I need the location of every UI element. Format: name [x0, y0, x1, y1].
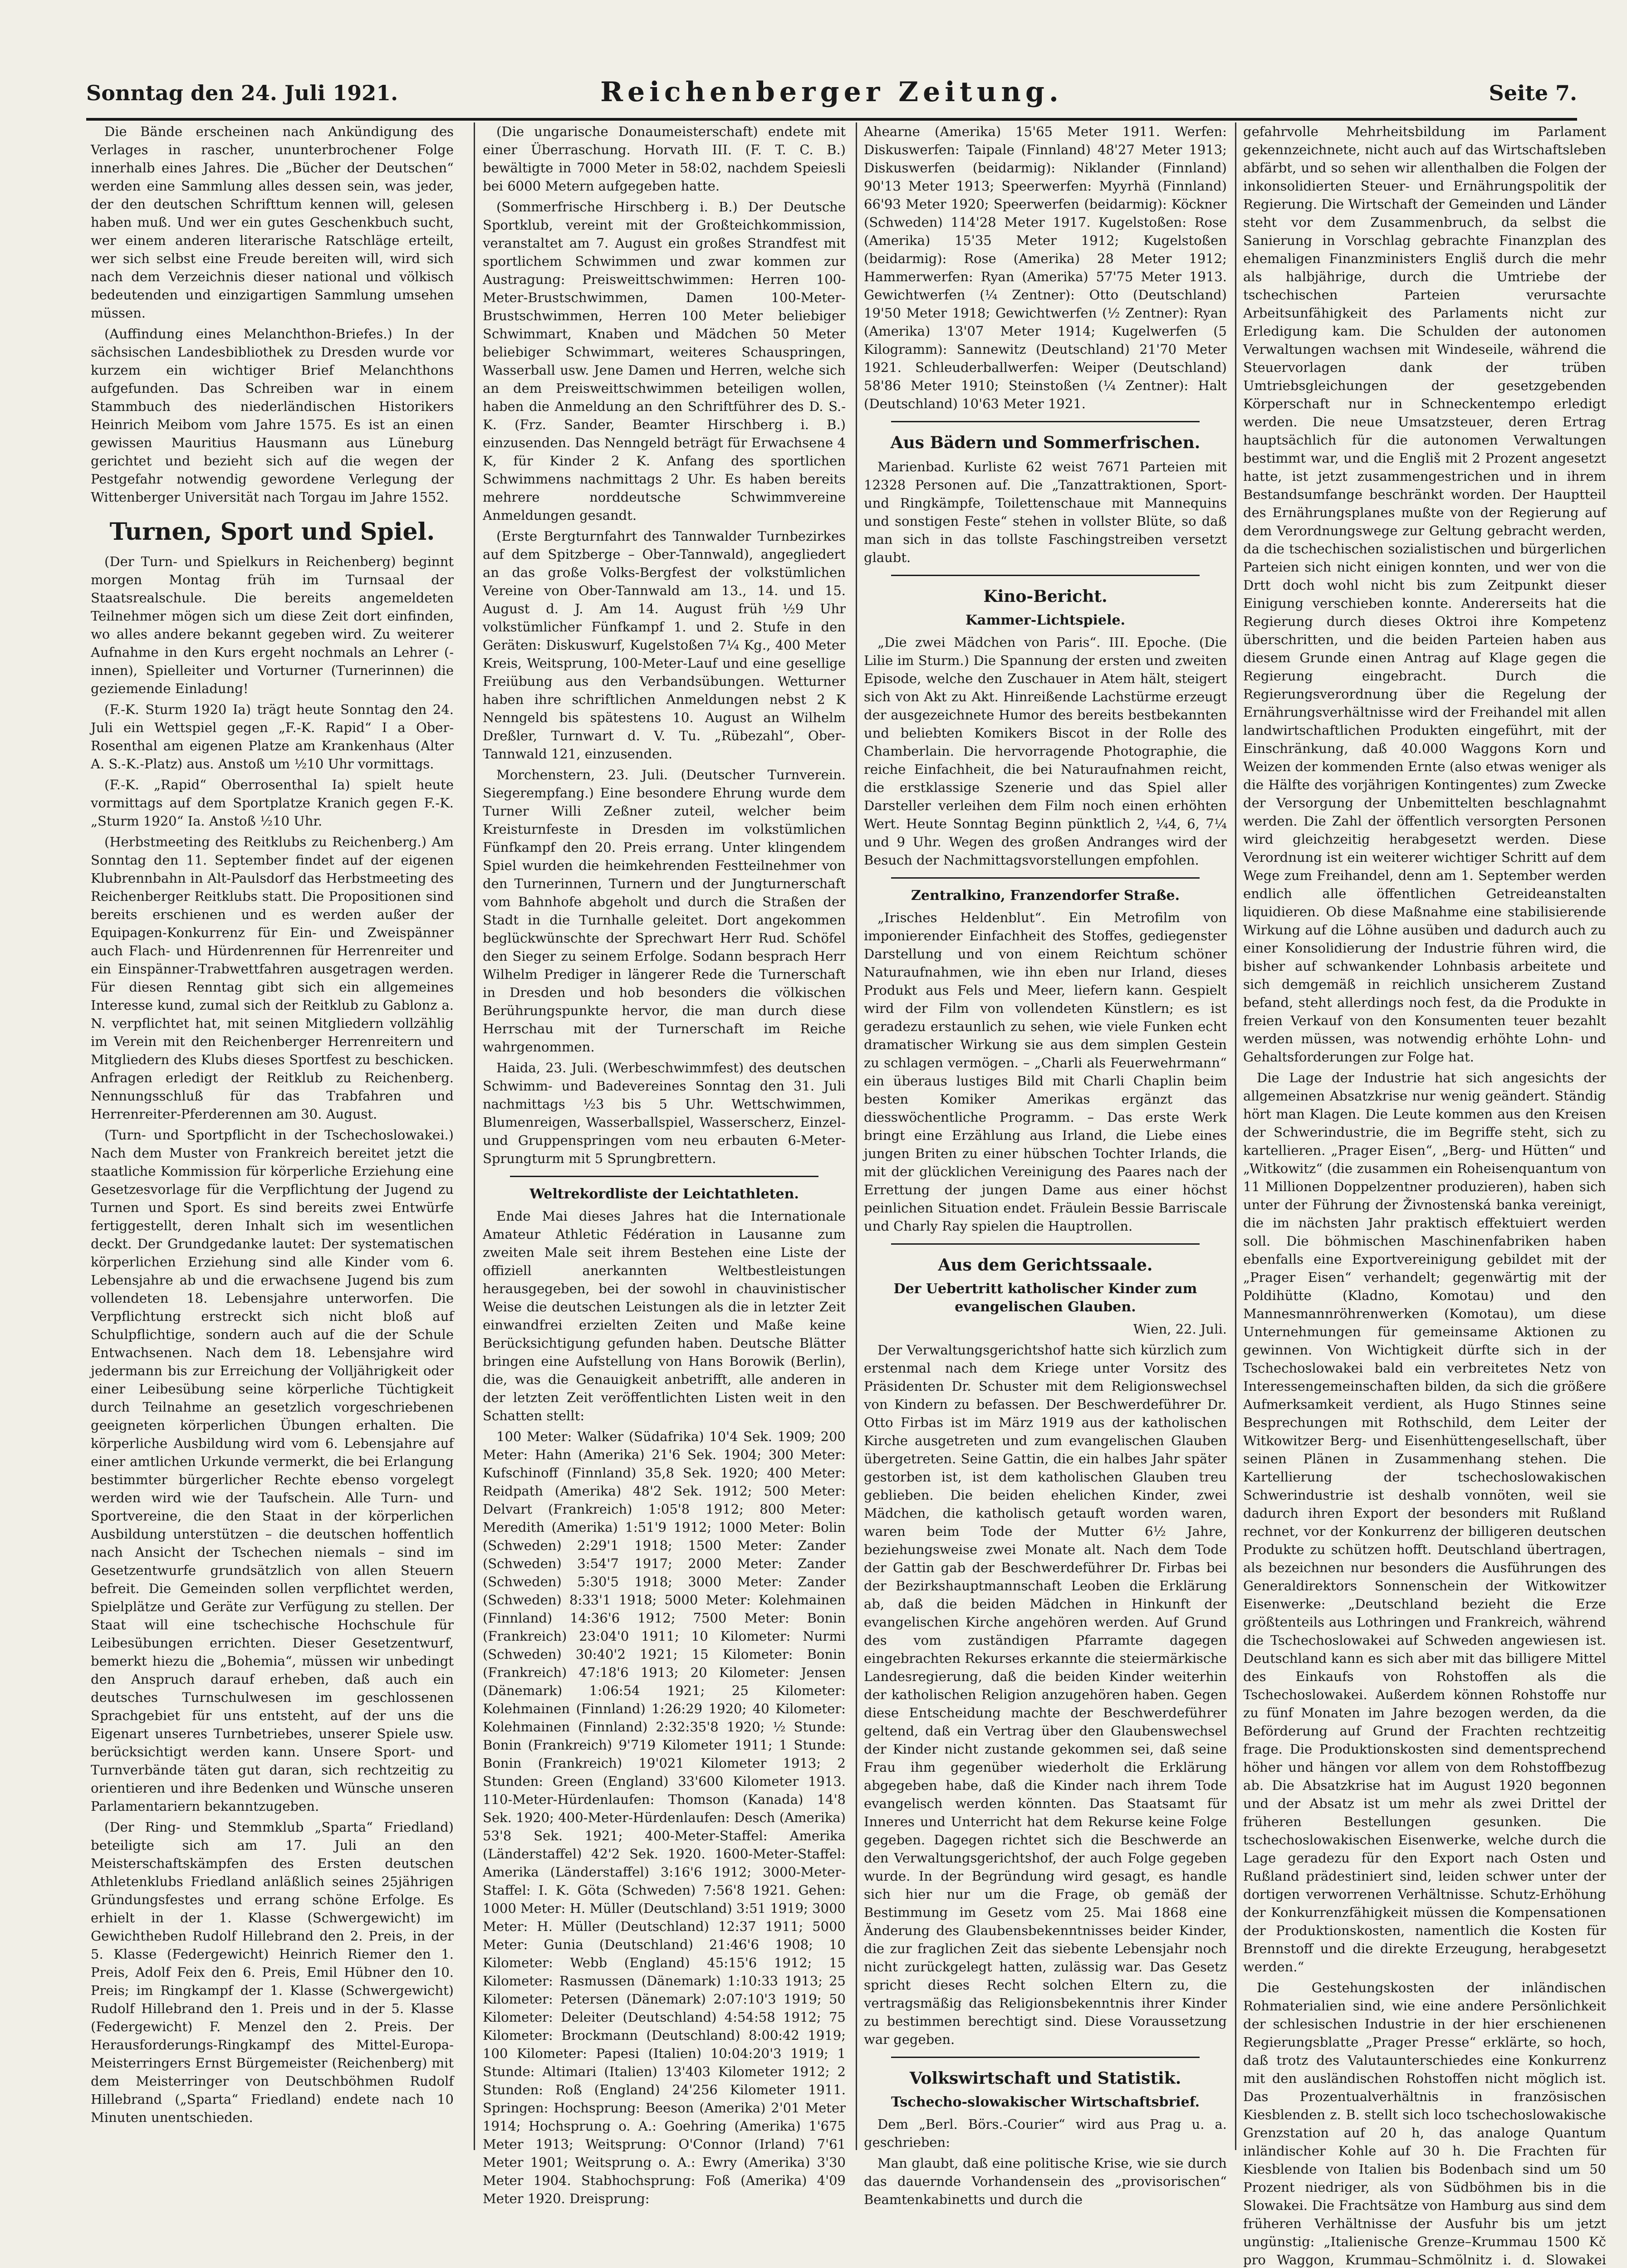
separator-rule: [891, 1243, 1200, 1245]
issue-date: Sonntag den 24. Juli 1921.: [86, 81, 398, 105]
article-text: Ende Mai dieses Jahres hat die Internationale Amateur Athletic Fédération in Lausanne zum zweiten Male seit ihrem Bestehen eine Liste der offiziell anerkannten Weltbestleistungen herausgegeben, bei der sowohl in chauvinistischer Weise die deutschen Leistungen als die in letzter Zeit einwandfrei erzielten Zeiten und Maße keine Berücksichtigung gefunden haben. Deutsche Blätter bringen eine Aufstellung von Hans Borowik (Berlin), die, was die Genauigkeit anbetrifft, alle anderen in der letzten Zeit veröffentlichten Listen weit in den Schatten stellt:: [483, 1208, 846, 1423]
records-list: Ahearne (Amerika) 15'65 Meter 1911. Werfen: Diskuswerfen: Taipale (Finnland) 48'27 Meter 1913; Diskuswerfen (beidarmig): Niklander (Finnland) 90'13 Meter 1913; Speerwerfen: Myyrhä (Finnland) 66'93 Meter 1920; Speerwerfen (beidarmig): Köckner (Schweden) 114'28 Meter 1917. Kugelstoßen: Rose (Amerika) 15'35 Meter 1912; Kugelstoßen (beidarmig): Rose (Amerika) 28 Meter 1912; Hammerwerfen: Ryan (Amerika) 57'75 Meter 1913. Gewichtwerfen (¼ Zentner): Otto (Deutschland) 19'50 Meter 1918; Gewichtwerfen (½ Zentner): Ryan (Amerika) 13'07 Meter 1914; Kugelwerfen (5 Kilogramm): Sannewitz (Deutschland) 21'70 Meter 1921. Schleuderballwerfen: Weiper (Deutschland) 58'86 Meter 1910; Steinstoßen (¼ Zentner): Halt (Deutschland) 10'63 Meter 1921.: [864, 124, 1227, 411]
article-heading: Der Uebertritt katholischer Kinder zum evangelischen Glauben.: [893, 1281, 1197, 1315]
separator-rule: [891, 421, 1200, 422]
separator-rule: [891, 575, 1200, 576]
article-text: gefahrvolle Mehrheitsbildung im Parlament gekennzeichnete, nicht auch auf das Wirtschaftsleben abfärbt, und so sehen wir allenthalben die Folgen der inkonsolidierten Steuer- und Ernährungspolitik der Regierung. Die Wirtschaft der Gemeinden und Länder steht vor dem Zusammenbruch, da selbst die Sanierung in Vorschlag gebrachte Finanzplan des ehemaligen Finanzministers Engliš durch die mehr als halbjährige, durch die Umtriebe der tschechischen Parteien verursachte Arbeitsunfähigkeit des Parlaments nicht zur Erledigung kam. Die Schulden der autonomen Verwaltungen wachsen mit Windeseile, während die Steuervorlagen dank der trüben Umtriebsgleichungen der gesetzgebenden Körperschaft nur in Schneckentempo erledigt werden. Die neue Umsatzsteuer, deren Ertrag hauptsächlich für die autonomen Verwaltungen bestimmt war, und die Engliš mit 2 Prozent angesetzt hatte, ist jetzt zusammengestrichen und in ihrem Bestandsumfange beschränkt worden. Der Hauptteil des Ernährungsplanes mußte von der Regierung auf dem Verordnungswege zur Geltung gebracht werden, da die tschechischen sozialistischen und bürgerlichen Parteien sich nicht einigen konnten, und wer von die Drtt doch wohl nicht bis zum Zeitpunkt dieser Einigung verschieben konnte. Andererseits hat die Regierung durch dieses Oktroi ihre Kompetenz überschritten, und die beiden Parteien haben aus diesem Grunde einen Antrag auf Klage gegen die Regierung eingebracht. Durch die Regierungsverordnung über die Regelung der Ernährungsverhältnisse wird der Freihandel mit allen landwirtschaftlichen Produkten eingeführt, mit der Einschränkung, daß 40.000 Waggons Korn und Weizen der kommenden Ernte (also etwas weniger als die Hälfte des vorjährigen Kontingentes) zum Zwecke der Versorgung der Unbemittelten beschlagnahmt werden. Die Zahl der öffentlich versorgten Personen wird gleichzeitig herabgesetzt werden. Diese Verordnung ist ein weiterer wichtiger Schritt auf dem Wege zum Freihandel, denn am 1. September werden endlich alle öffentlichen Getreideanstalten liquidieren. Ob diese Maßnahme eine stabilisierende Wirkung auf die Löhne ausüben und dadurch auch zu einer Konsolidierung der Industrie führen wird, die bisher auf schwankender Lohnbasis arbeitete und sich demgemäß in reichlich unsicherem Zustand befand, steht allerdings noch fest, da die Produkte in freien Verkauf von den Konsumenten teuer bezahlt werden müssen, was notwendig erhöhte Lohn- und Gehaltsforderungen zur Folge hat.: [1243, 124, 1606, 1065]
article-text: (Der Turn- und Spielkurs in Reichenberg) beginnt morgen Montag früh im Turnsaal der Staatsrealschule. Die bereits angemeldeten Teilnehmer mögen sich um diese Zeit dort einfinden, wo alles andere bekannt gegeben wird. Zu weiterer Aufnahme in den Kurs ergeht nochmals an Lehrer (-innen), Spielleiter und Vorturner (Turnerinnen) die geziemende Einladung!: [91, 554, 454, 696]
column-divider: [856, 122, 857, 2150]
article-text: (F.-K. Sturm 1920 Ia) trägt heute Sonntag den 24. Juli ein Wettspiel gegen „F.-K. Rapid“ I a Ober-Rosenthal am eigenen Platze am Krankenhaus (Alter A. S.-K.-Platz) aus. Anstoß um ½10 Uhr vormittags.: [91, 702, 454, 772]
article-text: Die Gestehungskosten der inländischen Rohmaterialien sind, wie eine andere Persönlichkeit der schlesischen Industrie in der hier erschienenen Regierungsblatte „Prager Presse“ erklärte, so hoch, daß trotz des Valutaunterschiedes eine Konkurrenz mit den ausländischen Rohstoffen nicht möglich ist. Das Prozentualverhältnis in französischen Kiesblenden z. B. stellt sich loco tschechoslowakische Grenzstation auf 20 h, das analoge Quantum inländischer Kohle auf 30 h. Die Frachten für Kiesblende von Italien bis Bodenbach sind um 50 Prozent niedriger, als von Südböhmen bis in die Slowakei. Die Frachtsätze von Hamburg aus sind dem früheren Verhältnisse der Ausfuhr bis um jetzt ungünstig: „Italienische Grenze–Krummau 1500 Kč pro Waggon, Krummau–Schmölnitz i. d. Slowakei: [1243, 1980, 1606, 2268]
article-heading: Weltrekordliste der Leichtathleten.: [529, 1186, 799, 1202]
section-heading: Kino-Bericht.: [983, 587, 1108, 606]
column-2: [483, 122, 846, 2206]
article-text: Die Bände erscheinen nach Ankündigung des Verlages in rascher, ununterbrochener Folge innerhalb eines Jahres. Die „Bücher der Deutschen“ werden eine Sammlung alles dessen sein, was jeder, der den deutschen Schrifttum kennen will, gelesen haben muß. Und wer ein gutes Geschenkbuch sucht, wer einem anderen literarische Ratschläge erteilt, wer sich selbst eine Freude bereiten will, wird sich nach dem Verzeichnis dieser national und völkisch bedeutenden und einzigartigen Sammlung umsehen müssen.: [91, 124, 454, 321]
section-heading: Aus Bädern und Sommerfrischen.: [890, 433, 1201, 452]
separator-rule: [891, 877, 1200, 879]
section-heading: Aus dem Gerichtssaale.: [938, 1256, 1153, 1275]
article-text: Der Verwaltungsgerichtshof hatte sich kürzlich zum erstenmal nach dem Kriege unter Vorsitz des Präsidenten Dr. Schuster mit dem Religionswechsel von Kindern zu befassen. Der Beschwerdeführer Dr. Otto Firbas ist im März 1919 aus der katholischen Kirche ausgetreten und zum evangelischen Glauben übergetreten. Seine Gattin, die ein halbes Jahr später gestorben ist, ist dem katholischen Glauben treu geblieben. Die beiden ehelichen Kinder, zwei Mädchen, die katholisch getauft worden waren, waren beim Tode der Mutter 6½ Jahre, beziehungsweise zwei Monate alt. Nach dem Tode der Gattin gab der Beschwerdeführer Dr. Firbas bei der Bezirkshauptmannschaft Leoben die Erklärung ab, daß die beiden Mädchen in Hinkunft der evangelischen Kirche angehören werden. Auf Grund des vom zuständigen Pfarramte dagegen eingebrachten Rekurses erkannte die steiermärkische Landesregierung, daß die beiden Kinder weiterhin der katholischen Religion anzugehören haben. Gegen diese Entscheidung machte der Beschwerdeführer geltend, daß ein Vertrag über den Glaubenswechsel der Kinder nicht zustande gekommen sei, daß seine Frau ihm gegenüber wiederholt die Erklärung abgegeben habe, daß die Kinder nach ihrem Tode evangelisch werden könnten. Das Staatsamt für Inneres und Unterricht hat dem Rekurse keine Folge gegeben. Dagegen richtet sich die Beschwerde an den Verwaltungsgerichtshof, der auch Folge gegeben wurde. In der Begründung wird gesagt, es handle sich hier nur um die Frage, ob gemäß der Bestimmung im Gesetz vom 25. Mai 1868 eine Änderung des Glaubensbekenntnisses beider Kinder, die zur fraglichen Zeit das siebente Lebensjahr noch nicht zurückgelegt hatten, zulässig war. Das Gesetz spricht dieses Recht solchen Eltern zu, die vertragsmäßig das Religionsbekenntnis ihrer Kinder zu bestimmen berechtigt sind. Diese Voraussetzung war gegeben.: [864, 1342, 1227, 2047]
article-text: Man glaubt, daß eine politische Krise, wie sie durch das dauernde Vorhandensein des „provisorischen“ Beamtenkabinetts und durch die: [864, 2156, 1227, 2207]
article-text: (Die ungarische Donaumeisterschaft) endete mit einer Überraschung. Horvath III. (F. T. C. B.) bewältigte in 7000 Meter in 58:02, nachdem Speiesli bei 6000 Metern aufgegeben hatte.: [483, 124, 846, 194]
page-number: Seite 7.: [1489, 81, 1577, 105]
article-heading: Zentralkino, Franzendorfer Straße.: [911, 888, 1180, 904]
article-text: (F.-K. „Rapid“ Oberrosenthal Ia) spielt heute vormittags auf dem Sportplatze Kranich gegen F.-K. „Sturm 1920“ Ia. Anstoß ½10 Uhr.: [91, 777, 454, 829]
records-list: 100 Meter: Walker (Südafrika) 10'4 Sek. 1909; 200 Meter: Hahn (Amerika) 21'6 Sek. 1904; 300 Meter: Kufschinoff (Finnland) 35,8 Sek. 1920; 400 Meter: Reidpath (Amerika) 48'2 Sek. 1912; 500 Meter: Delvart (Frankreich) 1:05'8 1912; 800 Meter: Meredith (Amerika) 1:51'9 1912; 1000 Meter: Bolin (Schweden) 2:29'1 1918; 1500 Meter: Zander (Schweden) 3:54'7 1917; 2000 Meter: Zander (Schweden) 5:30'5 1918; 3000 Meter: Zander (Schweden) 8:33'1 1918; 5000 Meter: Kolehmainen (Finnland) 14:36'6 1912; 7500 Meter: Bonin (Frankreich) 23:04'0 1911; 10 Kilometer: Nurmi (Schweden) 30:40'2 1921; 15 Kilometer: Bonin (Frankreich) 47:18'6 1913; 20 Kilometer: Jensen (Dänemark) 1:06:54 1921; 25 Kilometer: Kolehmainen (Finnland) 1:26:29 1920; 40 Kilometer: Kolehmainen (Finnland) 2:32:35'8 1920; ½ Stunde: Bonin (Frankreich) 9'719 Kilometer 1911; 1 Stunde: Bonin (Frankreich) 19'021 Kilometer 1913; 2 Stunden: Green (England) 33'600 Kilometer 1913. 110-Meter-Hürdenlaufen: Thomson (Kanada) 14'8 Sek. 1920; 400-Meter-Hürdenlaufen: Desch (Amerika) 53'8 Sek. 1921; 400-Meter-Staffel: Amerika (Länderstaffel) 42'2 Sek. 1920. 1600-Meter-Staffel: Amerika (Länderstaffel) 3:16'6 1912; 3000-Meter-Staffel: I. K. Göta (Schweden) 7:56'8 1921. Gehen: 1000 Meter: H. Müller (Deutschland) 3:51 1919; 3000 Meter: H. Müller (Deutschland) 12:37 1911; 5000 Meter: Gunia (Deutschland) 21:46'6 1908; 10 Kilometer: Webb (England) 45:15'6 1912; 15 Kilometer: Rasmussen (Dänemark) 1:10:33 1913; 25 Kilometer: Petersen (Dänemark) 2:07:10'3 1919; 50 Kilometer: Deleiter (Deutschland) 4:54:58 1912; 75 Kilometer: Brockmann (Deutschland) 8:00:42 1919; 100 Kilometer: Papesi (Italien) 10:04:20'3 1919; 1 Stunde: Altimari (Italien) 13'403 Kilometer 1912; 2 Stunden: Roß (England) 24'256 Kilometer 1911. Springen: Hochsprung: Beeson (Amerika) 2'01 Meter 1914; Hochsprung o. A.: Goehring (Amerika) 1'675 Meter 1913; Weitsprung: O'Connor (Irland) 7'61 Meter 1901; Weitsprung o. A.: Ewry (Amerika) 3'30 Meter 1904. Stabhochsprung: Foß (Amerika) 4'09 Meter 1920. Dreisprung:: [483, 1429, 846, 2206]
article-text: (Auffindung eines Melanchthon-Briefes.) In der sächsischen Landesbibliothek zu Dresden wurde vor kurzem ein wichtiger Brief Melanchthons aufgefunden. Das Schreiben war in einem Stammbuch des niederländischen Historikers Heinrich Meibom vom Jahre 1575. Es ist an einen gewissen Mauritius Hausmann aus Lüneburg gerichtet und bezieht sich auf die wegen der Pestgefahr notwendig gewordene Verlegung der Wittenberger Universität nach Torgau im Jahre 1552.: [91, 326, 454, 505]
dateline: Wien, 22. Juli.: [1133, 1321, 1227, 1337]
column-4: [1243, 122, 1606, 2268]
article-text: (Der Ring- und Stemmklub „Sparta“ Friedland) beteiligte sich am 17. Juli an den Meisterschaftskämpfen des Ersten deutschen Athletenklubs Friedland anläßlich seines 25jährigen Gründungsfestes und errang schöne Erfolge. Es erhielt in der 1. Klasse (Schwergewicht) im Gewichtheben Rudolf Hillebrand den 2. Preis, in der 5. Klasse (Federgewicht) Heinrich Riemer den 1. Preis, Adolf Feix den 6. Preis, Emil Hübner den 10. Preis; im Ringkampf der 1. Klasse (Schwergewicht) Rudolf Hillebrand den 1. Preis und in der 5. Klasse (Federgewicht) F. Menzel den 2. Preis. Der Herausforderungs-Ringkampf des Mittel-Europa-Meisterringers Ernst Bürgemeister (Reichenberg) mit dem Meisterringer von Deutschböhmen Rudolf Hillebrand („Sparta“ Friedland) endete nach 10 Minuten unentschieden.: [91, 1819, 454, 2125]
article-text: (Herbstmeeting des Reitklubs zu Reichenberg.) Am Sonntag den 11. September findet auf der eigenen Klubrennbahn in Alt-Paulsdorf das Herbstmeeting des Reichenberger Reitklubs statt. Die Propositionen sind bereits erschienen und es werden außer der Equipagen-Konkurrenz für Ein- und Zweispänner auch Flach- und Hürdenrennen für Herrenreiter und ein Einspänner-Trabwettfahren ausgetragen werden. Für diesen Renntag gibt sich ein allgemeines Interesse kund, zumal sich der Reitklub zu Gablonz a. N. verpflichtet hat, mit seinen Mitgliedern vollzählig im Verein mit den Reichenberger Herrenreitern und Mitgliedern des Klubs dieses Sportfest zu beschicken. Anfragen erledigt der Reitklub zu Reichenberg. Nennungsschluß für das Trabfahren und Herrenreiter-Pferderennen am 30. August.: [91, 834, 454, 1122]
article-text: Haida, 23. Juli. (Werbeschwimmfest) des deutschen Schwimm- und Badevereines Sonntag den 31. Juli nachmittags ½3 bis 5 Uhr. Wettschwimmen, Blumenreigen, Wasserballspiel, Wasserscherz, Einzel- und Gruppenspringen vom neu erbauten 6-Meter-Sprungturm mit 5 Sprungbrettern.: [483, 1060, 846, 1166]
newspaper-title: Reichenberger Zeitung.: [600, 76, 1063, 108]
page-header: [86, 68, 1577, 121]
article-text: „Irisches Heldenblut“. Ein Metrofilm von imponierender Einfachheit des Stoffes, gediegenster Darstellung und von einem Reichtum schöner Naturaufnahmen, wie ihn eben nur Irland, dieses Produkt aus Fels und Meer, liefern kann. Gespielt wird der Film von vollendeten Künstlern; es ist geradezu erstaunlich zu sehen, wie viele Funken echt dramatischer Wirkung sie aus dem simplen Gestein zu schlagen vermögen. – „Charli als Feuerwehrmann“ ein überaus lustiges Bild mit Charli Chaplin beim besten Komiker Amerikas ergänzt das diesswöchentliche Programm. – Das erste Werk bringt eine Erzählung aus Irland, die Liebe eines jungen Briten zu einer hübschen Tochter Irlands, die mit der glücklichen Vereinigung des Paares nach der Errettung der jungen Dame aus einer höchst peinlichen Situation endet. Fräulein Bessie Barriscale und Charly Ray spielen die Hauptrollen.: [864, 910, 1227, 1234]
separator-rule: [891, 2057, 1200, 2058]
article-text: (Erste Bergturnfahrt des Tannwalder Turnbezirkes auf dem Spitzberge – Ober-Tannwald), angegliedert an das große Volks-Bergfest der volkstümlichen Vereine von Ober-Tannwald am 13., 14. und 15. August d. J. Am 14. August früh ½9 Uhr volkstümlicher Fünfkampf 1. und 2. Stufe in den Geräten: Diskuswurf, Kugelstoßen 7¼ Kg., 400 Meter Kreis, Weitsprung, 100-Meter-Lauf und eine gesellige Freiübung aus den Verbandsübungen. Wetturner haben ihre schriftlichen Anmeldungen nebst 2 K Nenngeld bis spätestens 10. August an Wilhelm Dreßler, Turnwart d. V. Tu. „Rübezahl“, Ober-Tannwald 121, einzusenden.: [483, 528, 846, 762]
column-1: [91, 122, 454, 2150]
article-text: Dem „Berl. Börs.-Courier“ wird aus Prag u. a. geschrieben:: [864, 2116, 1227, 2150]
separator-rule: [510, 1176, 818, 1177]
article-text: Die Lage der Industrie hat sich angesichts der allgemeinen Absatzkrise nur wenig geändert. Ständig hört man Klagen. Die Leute kommen aus den Kreisen der Schwerindustrie, die im Begriffe steht, sich zu kartellieren. „Prager Eisen“, „Berg- und Hütten“ und „Witkowitz“ (die zusammen ein Roheisenquantum von 11 Millionen Doppelzentner produzieren), haben sich unter der Führung der Živnostenská banka vereinigt, die im nächsten Jahr praktisch effektuiert werden soll. Die böhmischen Maschinenfabriken haben ebenfalls eine Exportvereinigung gebildet mit der „Prager Eisen“ verhandelt; gegenwärtig mit der Poldihütte (Kladno, Komotau) und den Mannesmannröhrenwerken (Komotau), um diese Unternehmungen für gemeinsame Aktionen zu gewinnen. Von Wichtigkeit dürfte sich in der Tschechoslowakei bald ein verbreitetes Netz von Interessengemeinschaften bilden, da sich die größere Aufmerksamkeit verdient, als Hugo Stinnes seine Besprechungen mit Rothschild, dem Leiter der Witkowitzer Berg- und Eisenhüttengesellschaft, über seinen Plänen in Zusammenhang stehen. Die Kartellierung der tschechoslowakischen Schwerindustrie ist deshalb vonnöten, weil sie dadurch ihren Export der besonders mit Rußland rechnet, vor der Konkurrenz der billigeren deutschen Produkte zu schützen hofft. Deutschland übertragen, als bezeichnen nur besonders die Ausführungen des Generaldirektors Sonnenschein der Witkowitzer Eisenwerke: „Deutschland bezieht die Erze größtenteils aus Lothringen und Frankreich, während die Tschechoslowakei auf Schweden angewiesen ist. Deutschland kann es sich aber mit das billigere Mittel des Einkaufs von Rohstoffen als die Tschechoslowakei. Außerdem können Rohstoffe nur zu fünf Monaten im Jahre bezogen werden, da die Beförderung auf Grund der Frachten rechtzeitig frage. Die Produktionskosten sind dementsprechend höher und hängen vor allem von dem Rohstoffbezug ab. Die Absatzkrise hat im August 1920 begonnen und der Absatz ist um mehr als zwei Drittel der früheren Bestellungen gesunken. Die tschechoslowakischen Eisenwerke, welche durch die Lage geradezu für den Export nach Osten und Rußland prädestiniert sind, leiden schwer unter der dortigen verworrenen Verhältnisse. Schutz-Erhöhung der Konkurrenzfähigkeit müssen die Kompensationen der Produktionskosten, namentlich die Kosten für Brennstoff und die direkte Erzeugung, herabgesetzt werden.“: [1243, 1070, 1606, 1975]
article-heading: Tschecho-slowakischer Wirtschaftsbrief.: [891, 2094, 1200, 2110]
article-text: (Turn- und Sportpflicht in der Tschechoslowakei.) Nach dem Muster von Frankreich bereitet jetzt die staatliche Kommission für körperliche Erziehung eine Gesetzesvorlage für die Verpflichtung der Jugend zu Turnen und Sport. Es sind bereits zwei Entwürfe fertiggestellt, deren Inhalt sich im wesentlichen deckt. Der Grundgedanke lautet: Der systematischen körperlichen Erziehung sind alle Kinder vom 6. Lebensjahre ab und die erwachsene Jugend bis zum vollendeten 18. Lebensjahre unterworfen. Die Verpflichtung erstreckt sich nicht bloß auf Schulpflichtige, sondern auch auf die der Schule Entwachsenen. Nach dem 18. Lebensjahre wird jedermann bis zur Erreichung der Volljährigkeit oder einer Leibesübung seine körperliche Tüchtigkeit durch Teilnahme an gesetzlich vorgeschriebenen geeigneten körperlichen Übungen erhalten. Die körperliche Ausbildung wird vom 6. Lebensjahre auf einer amtlichen Urkunde vermerkt, die bei Erlangung bestimmter bürgerlicher Rechte ebenso vorgelegt werden wird wie der Taufschein. Alle Turn- und Sportvereine, die den Staat in der körperlichen Ausbildung unterstützen – die deutschen hoffentlich nach Ansicht der Tschechen niemals – sind im Gesetzentwurfe grundsätzlich von allen Steuern befreit. Die Gemeinden sollen verpflichtet werden, Spielplätze und Geräte zur Verfügung zu stellen. Der Staat will eine tschechische Hochschule für Leibesübungen errichten. Dieser Gesetzentwurf, bemerkt hiezu die „Bohemia“, müssen wir unbedingt den Anspruch darauf erheben, daß auch ein deutsches Turnschulwesen im geschlossenen Sprachgebiet für uns entsteht, auf der uns die Eigenart unseres Turnbetriebes, unserer Spiele usw. berücksichtigt werden kann. Unsere Sport- und Turnverbände täten gut daran, sich rechtzeitig zu orientieren und ihre Bedenken und Wünsche unseren Parlamentariern bekanntzugeben.: [91, 1127, 454, 1814]
column-divider: [474, 122, 475, 2150]
column-divider: [1235, 122, 1236, 2150]
column-3: [864, 122, 1227, 2207]
article-text: „Die zwei Mädchen von Paris“. III. Epoche. (Die Lilie im Sturm.) Die Spannung der ersten und zweiten Episode, welche den Zuschauer in Atem hält, steigert sich von Akt zu Akt. Hinreißende Lachstürme erzeugt der ausgezeichnete Humor des bereits bestbekannten und beliebten Komikers Biscot in der Rolle des Chamberlain. Die hervorragende Photographie, die reiche Einfachheit, die bei Naturaufnahmen reicht, die erstklassige Szenerie und das Spiel aller Darsteller verleihen dem Film noch einen erhöhten Wert. Heute Sonntag Beginn pünktlich 2, ¼4, 6, 7¼ und 9 Uhr. Wegen des großen Andranges wird der Besuch der Nachmittagsvorstellungen empfohlen.: [864, 635, 1227, 868]
section-heading: Turnen, Sport und Spiel.: [109, 518, 435, 546]
section-heading: Volkswirtschaft und Statistik.: [909, 2069, 1181, 2088]
article-text: Marienbad. Kurliste 62 weist 7671 Parteien mit 12328 Personen auf. Die „Tanzattraktionen, Sport- und Ringkämpfe, Toilettenschaue mit Mannequins und sonstigen Feste“ stehen in vollster Blüte, so daß man sich in das tollste Faschingstreiben versetzt glaubt.: [864, 459, 1227, 565]
article-text: (Sommerfrische Hirschberg i. B.) Der Deutsche Sportklub, vereint mit der Großteichkommission, veranstaltet am 7. August ein großes Strandfest mit sportlichem Schwimmen und zwar kommen zur Austragung: Preisweittschwimmen: Herren 100-Meter-Brustschwimmen, Damen 100-Meter-Brustschwimmen, Herren 100 Meter beliebiger Schwimmart, Knaben und Mädchen 50 Meter beliebiger Schwimmart, weiteres Schauspringen, Wasserball usw. Jene Damen und Herren, welche sich an dem Preisweittschwimmen beteiligen wollen, haben die Anmeldung an den Schriftführer des D. S.-K. (Frz. Sander, Beamter Hirschberg i. B.) einzusenden. Das Nenngeld beträgt für Erwachsene 4 K, für Kinder 2 K. Anfang des sportlichen Schwimmens nachmittags 2 Uhr. Es haben bereits mehrere norddeutsche Schwimmvereine Anmeldungen gesandt.: [483, 199, 846, 523]
article-text: Morchenstern, 23. Juli. (Deutscher Turnverein. Siegerempfang.) Eine besondere Ehrung wurde dem Turner Willi Zeßner zuteil, welcher beim Kreisturnfeste in Dresden im volkstümlichen Fünfkampf den 20. Preis errang. Unter klingendem Spiel wurden die heimkehrenden Festteilnehmer von den Turnerinnen, Turnern und der Jungturnerschaft vom Bahnhofe abgeholt und durch die Straßen der Stadt in die Turnhalle geleitet. Dort angekommen beglückwünschte der Sprechwart Herr Rud. Schöfel den Sieger zu seinem Erfolge. Sodann besprach Herr Wilhelm Prediger in längerer Rede die Turnerschaft in Dresden und hob besonders die völkischen Berührungspunkte hervor, die man durch diese Herrschau mit der Turnerschaft im Reiche wahrgenommen.: [483, 767, 846, 1055]
article-heading: Kammer-Lichtspiele.: [965, 612, 1126, 628]
